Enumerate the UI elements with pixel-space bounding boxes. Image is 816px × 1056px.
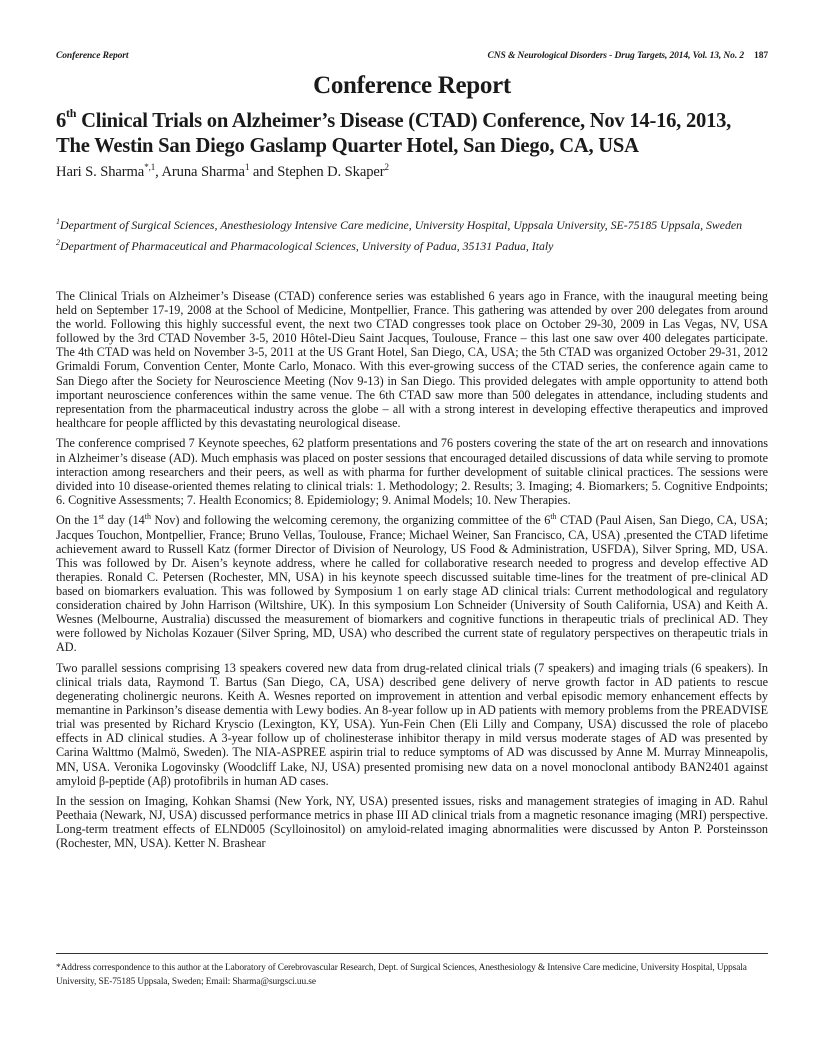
body-paragraph-imaging: In the session on Imaging, Kohkan Shamsi (New York, NY, USA) presented issues, risks and management strategies of imaging in AD. Rahul Peethaia (Newark, NJ, USA) discussed performance metrics in phase III AD clinical trials from a magnetic resonance imaging (MRI) perspective. Long-term treatment effects of ELND005 (Scylloinositol) on amyloid-related imaging abnormalities were discussed by Anton P. Porsteinsson (Rochester, MN, USA). Ketter N. Brashear xyxy=(56,794,768,851)
title-ordinal: 6 xyxy=(56,110,67,132)
text-run: CTAD (Paul Aisen, San Diego, CA, USA; Jacques Touchon, Montpellier, France; Bruno Vellas, Toulouse, France; Michael Weiner, San Francisco, CA, USA) ,presented the CTAD lifetime achievement award to Russell Katz (former Director of Division of Neurology, US Food & Administration, USFDA), Silver Spring, MD, USA. This was followed by Dr. Aisen’s keynote address, where he called for collaborative research needed to progress and develop effective AD therapies. Ronald C. Petersen (Rochester, MN, USA) in his keynote speech discussed suitable time-lines for the treatment of pre-clinical AD based on biomarkers evaluation. This was followed by Symposium 1 on early stage AD clinical trials: Current methodological and regulatory consideration chaired by John Harrison (Wiltshire, UK). In this symposium Lon Schneider (University of South California, USA) and Keith A. Wesnes (Melbourne, Australia) discussed the measurement of biomarkers and cognitive functions in therapeutic trials of preclinical AD. They were followed by Nicholas Kozauer (Silver Spring, MD, USA) who described the current state of regulatory perspectives on therapeutic trials in AD. xyxy=(56,513,768,655)
affiliation xyxy=(56,218,768,233)
body-paragraph-parallel-sessions: Two parallel sessions comprising 13 speakers covered new data from drug-related clinical trials (7 speakers) and imaging trials (6 speakers). In clinical trials data, Raymond T. Bartus (San Diego, CA, USA) described gene delivery of nerve growth factor in AD patients to rescue degenerating cholinergic neurons. Keith A. Wesnes reported on improvement in attention and verbal episodic memory enhancement effects by memantine in Parkinson’s disease dementia with Lewy bodies. An 8-year follow up in AD patients with memory problems from the PREADVISE trial was presented by Richard Kryscio (Lexington, KY, USA). Yun-Fein Chen (Eli Lilly and Company, USA) discussed the role of placebo effects in AD clinical studies. A 3-year follow up of cholinesterase inhibitor therapy in mild versus moderate stages of AD was presented by Carina Walttmo (Malmö, Sweden). The NIA-ASPREE aspirin trial to reduce symptoms of AD was discussed by Anne M. Murray Minneapolis, MN, USA. Veronika Logovinsky (Woodcliff Lake, NJ, USA) presented promising new data on a novel monoclonal antibody BAN2401 against amyloid β-peptide (Aβ) protofibrils in human AD cases. xyxy=(56,660,768,788)
author-name: Hari S. Sharma xyxy=(56,164,145,180)
author-name: Stephen D. Skaper xyxy=(277,164,385,180)
page-number: 187 xyxy=(754,51,768,61)
body-paragraph-day-one xyxy=(56,513,768,654)
footnote-divider xyxy=(56,953,768,954)
ordinal-suffix: th xyxy=(550,512,557,522)
author-list xyxy=(56,164,389,181)
header-section-label: Conference Report xyxy=(56,51,129,61)
affiliation-mark: 2 xyxy=(56,238,60,248)
text-run: Nov) and following the welcoming ceremony, the organizing committee of the 6 xyxy=(150,513,551,528)
article-title xyxy=(56,106,768,159)
ordinal-suffix: th xyxy=(144,512,151,522)
author-affiliation-mark: *,1 xyxy=(144,162,156,173)
author-affiliation-mark: 1 xyxy=(244,162,250,173)
ordinal-suffix: st xyxy=(98,512,105,522)
text-run: day (14 xyxy=(104,513,145,528)
author-affiliation-mark: 2 xyxy=(384,162,389,173)
body-paragraph-program: The conference comprised 7 Keynote speeches, 62 platform presentations and 76 posters covering the state of the art on research and innovations in Alzheimer’s disease (AD). Much emphasis was placed on poster sessions that encouraged detailed discussions of data while serving to promote interaction among researchers and their peers, as well as with pharma for further development of suitable clinical practices. The sessions were divided into 10 disease-oriented themes relating to clinical trials: 1. Methodology; 2. Results; 3. Imaging; 4. Biomarkers; 5. Cognitive Endpoints; 6. Cognitive Assessments; 7. Health Economics; 8. Epidemiology; 9. Animal Models; 10. New Therapies. xyxy=(56,436,768,507)
affiliation-text: Department of Surgical Sciences, Anesthesiology Intensive Care medicine, University Hospital, Uppsala University, SE-75185 Uppsala, Sweden xyxy=(60,218,743,232)
author-name: Aruna Sharma xyxy=(161,164,245,180)
author-separator: and xyxy=(249,164,278,180)
author-separator: , xyxy=(155,164,162,180)
text-run: On the 1 xyxy=(56,513,99,528)
affiliation xyxy=(56,239,768,254)
journal-name: CNS & Neurological Disorders - Drug Targets, 2014, Vol. 13, No. 2 xyxy=(487,51,745,61)
affiliation-mark: 1 xyxy=(56,217,60,227)
title-text: Clinical Trials on Alzheimer’s Disease (CTAD) Conference, Nov 14-16, 2013, The Westin San Diego Gaslamp Quarter Hotel, San Diego, CA, USA xyxy=(56,110,732,157)
affiliation-text: Department of Pharmaceutical and Pharmacological Sciences, University of Padua, 35131 Padua, Italy xyxy=(60,239,554,253)
correspondence-footnote: *Address correspondence to this author at the Laboratory of Cerebrovascular Research, Dept. of Surgical Sciences, Anesthesiology & Intensive Care medicine, University Hospital, Uppsala University, SE-75185 Uppsala, Sweden; Email: Sharma@surgsci.uu.se xyxy=(56,963,747,987)
header-journal-citation xyxy=(488,51,769,61)
affiliations xyxy=(56,218,768,260)
article-body xyxy=(56,289,768,857)
body-paragraph-history: The Clinical Trials on Alzheimer’s Disease (CTAD) conference series was established 6 years ago in France, with the inaugural meeting being held on September 17-19, 2008 at the School of Medicine, Montpellier, France. This gathering was attended by over 200 delegates from around the world. Following this highly successful event, the next two CTAD congresses took place on October 29-30, 2009 in Las Vegas, NV, USA followed by the 3rd CTAD November 3-5, 2010 Hôtel-Dieu Saint Jacques, Toulouse, France – this last one saw over 400 delegates participate. The 4th CTAD was held on November 3-5, 2011 at the US Grant Hotel, San Diego, CA, USA; the 5th CTAD was organized October 29-31, 2012 Grimaldi Forum, Convention Center, Monte Carlo, Monaco. With this ever-growing success of the CTAD series, the conference again came to San Diego after the Society for Neuroscience Meeting (Nov 9-13) in San Diego. This provided delegates with ample opportunity to attend both important neuroscience conferences within the same venue. The 6th CTAD saw more than 500 delegates in attendance, including students and representation from the pharmaceutical industry across the globe – all with a strong interest in developing effective therapeutics and improved healthcare for people afflicted by this devastating neurological disease. xyxy=(56,289,768,430)
section-title: Conference Report xyxy=(313,72,511,99)
title-ordinal-suffix: th xyxy=(66,106,77,121)
running-header xyxy=(56,51,768,65)
